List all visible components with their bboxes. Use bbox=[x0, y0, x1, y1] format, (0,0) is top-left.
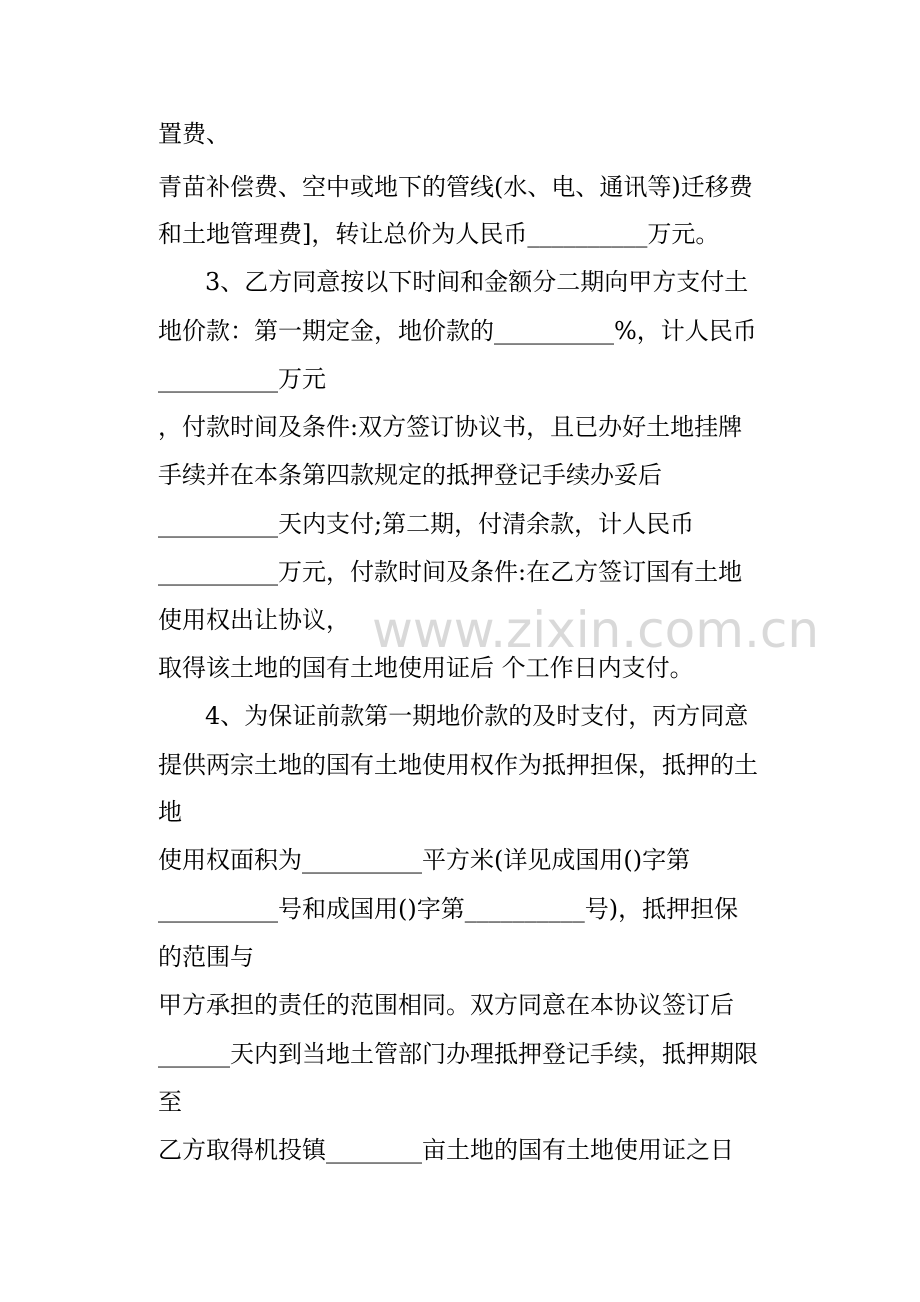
watermark-text: www.zixin.com.cn bbox=[372, 601, 820, 659]
text-line: 使用权出让协议， bbox=[158, 606, 350, 634]
text-line: 和土地管理费]，转让总价为人民币__________万元。 bbox=[158, 220, 720, 248]
text-line: 提供两宗土地的国有土地使用权作为抵押担保，抵押的土 bbox=[158, 751, 758, 779]
text-line: 青苗补偿费、空中或地下的管线(水、电、通讯等)迁移费 bbox=[158, 173, 753, 201]
text-line: ______天内到当地土管部门办理抵押登记手续，抵押期限 bbox=[158, 1040, 758, 1068]
text-line: 置费、 bbox=[158, 120, 230, 148]
text-line: 的范围与 bbox=[158, 943, 254, 971]
text-line: 手续并在本条第四款规定的抵押登记手续办妥后 bbox=[158, 461, 662, 489]
text-line: 地价款：第一期定金，地价款的__________%，计人民币 bbox=[158, 317, 757, 345]
text-line: 取得该土地的国有土地使用证后 个工作日内支付。 bbox=[158, 654, 694, 682]
text-line: 至 bbox=[158, 1088, 182, 1116]
text-line: __________万元，付款时间及条件:在乙方签订国有土地 bbox=[158, 558, 743, 586]
text-line: 使用权面积为__________平方米(详见成国用()字第 bbox=[158, 846, 691, 874]
paragraph-start-line: 4、为保证前款第一期地价款的及时支付，丙方同意 bbox=[205, 702, 749, 730]
paragraph-start-line: 3、乙方同意按以下时间和金额分二期向甲方支付土 bbox=[205, 268, 749, 296]
text-line: 乙方取得机投镇________亩土地的国有土地使用证之日 bbox=[158, 1136, 734, 1164]
text-line: 地 bbox=[158, 798, 182, 826]
text-line: 甲方承担的责任的范围相同。双方同意在本协议签订后 bbox=[158, 991, 734, 1019]
text-line: __________号和成国用()字第__________号)，抵押担保 bbox=[158, 895, 739, 923]
text-line: __________天内支付;第二期，付清余款，计人民币 bbox=[158, 510, 695, 538]
text-line: ，付款时间及条件:双方签订协议书，且已办好土地挂牌 bbox=[158, 413, 743, 441]
text-line: __________万元 bbox=[158, 365, 326, 393]
